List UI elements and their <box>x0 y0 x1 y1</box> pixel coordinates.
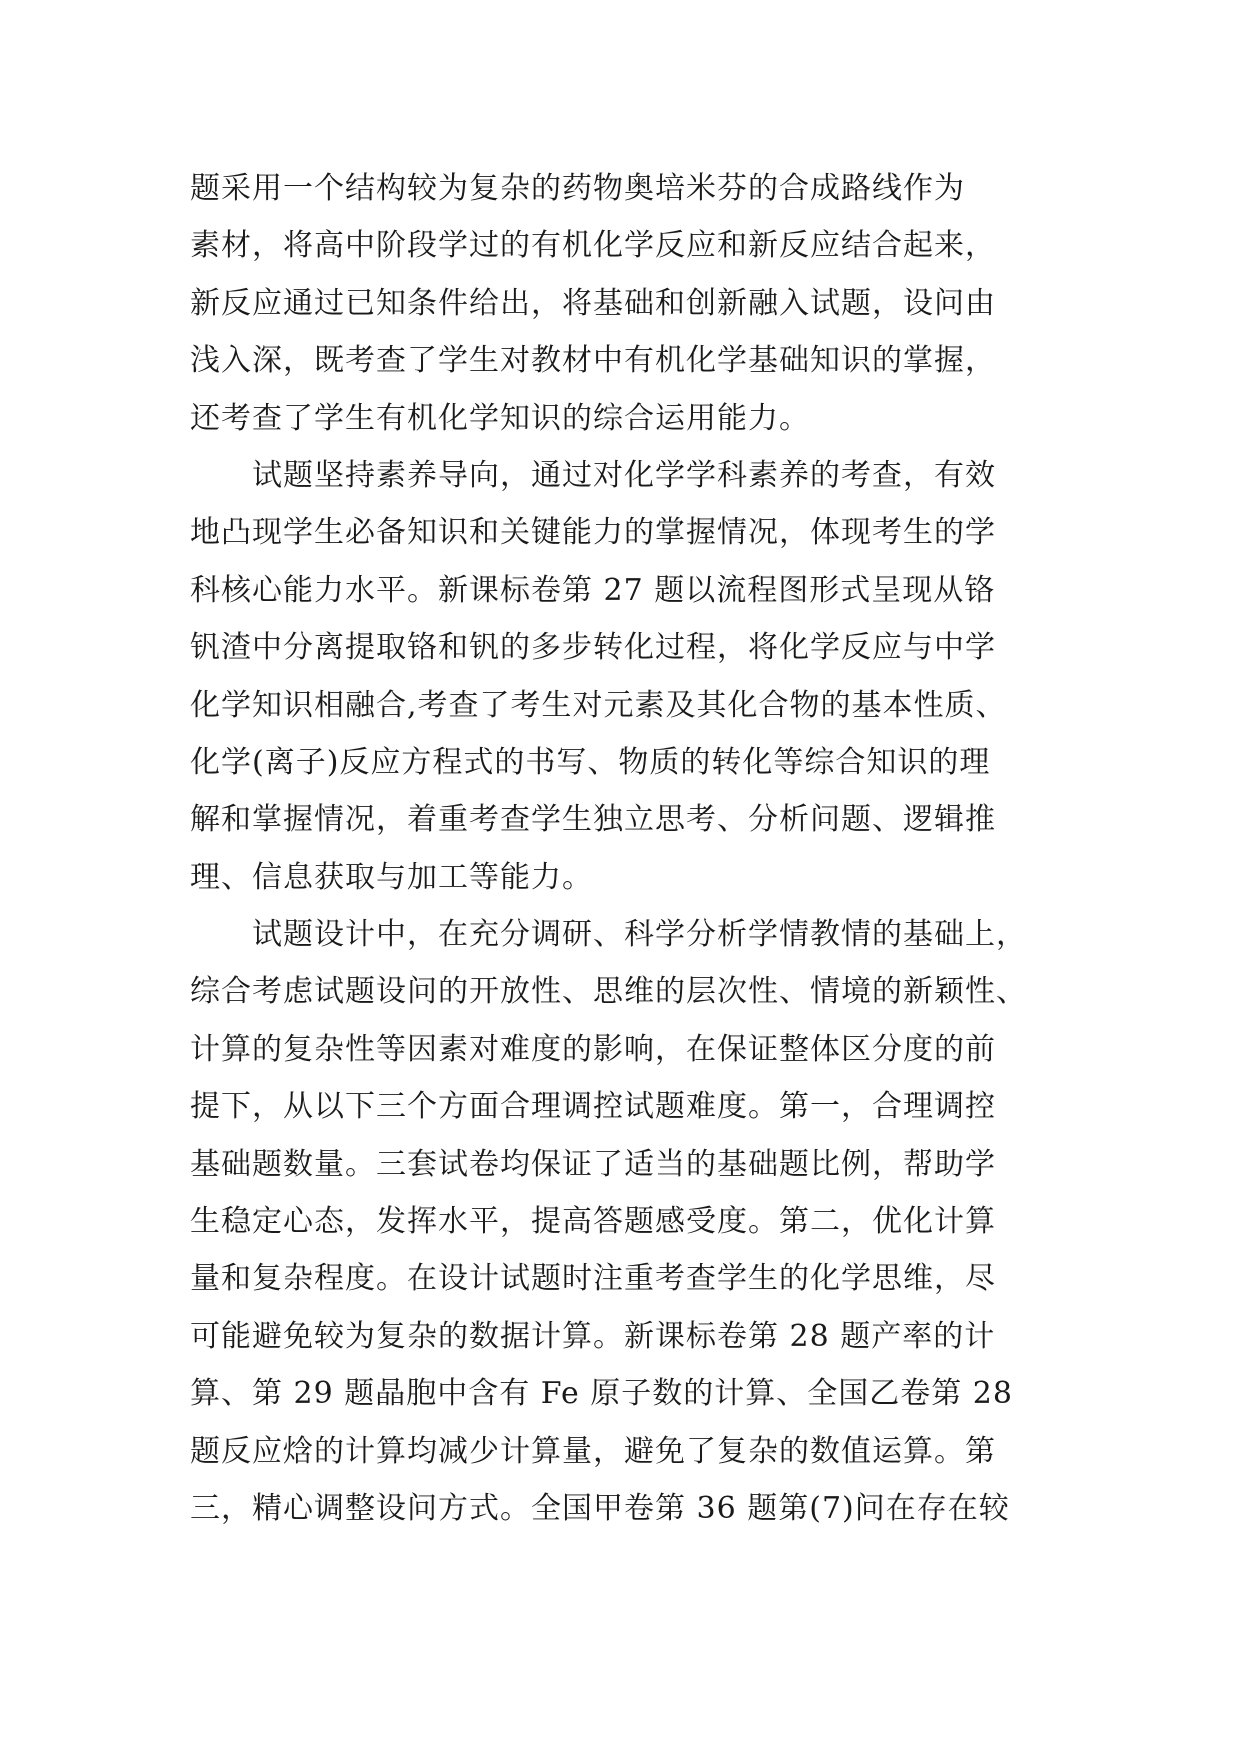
text-line: 基础题数量。三套试卷均保证了适当的基础题比例，帮助学 <box>190 1146 996 1182</box>
text-line: 提下，从以下三个方面合理调控试题难度。第一，合理调控 <box>190 1089 996 1125</box>
text-line: 综合考虑试题设问的开放性、思维的层次性、情境的新颖性、 <box>190 974 1027 1010</box>
text-line: 科核心能力水平。新课标卷第 27 题以流程图形式呈现从铬 <box>190 572 996 608</box>
text-line: 素材，将高中阶段学过的有机化学反应和新反应结合起来， <box>190 228 996 264</box>
text-line: 钒渣中分离提取铬和钒的多步转化过程，将化学反应与中学 <box>190 630 996 666</box>
text-line: 解和掌握情况，着重考查学生独立思考、分析问题、逻辑推 <box>190 802 996 838</box>
text-line: 试题坚持素养导向，通过对化学学科素养的考查，有效 <box>252 457 996 493</box>
text-line: 化学知识相融合,考查了考生对元素及其化合物的基本性质、 <box>190 687 1007 723</box>
text-line: 化学(离子)反应方程式的书写、物质的转化等综合知识的理 <box>190 744 991 780</box>
text-line: 新反应通过已知条件给出，将基础和创新融入试题，设问由 <box>190 285 996 321</box>
text-line: 浅入深，既考查了学生对教材中有机化学基础知识的掌握， <box>190 343 996 379</box>
text-line: 理、信息获取与加工等能力。 <box>190 859 593 895</box>
text-line: 计算的复杂性等因素对难度的影响，在保证整体区分度的前 <box>190 1031 996 1067</box>
text-line: 试题设计中，在充分调研、科学分析学情教情的基础上， <box>252 917 1027 953</box>
text-line: 三，精心调整设问方式。全国甲卷第 36 题第(7)问在存在较 <box>190 1490 1010 1526</box>
text-line: 算、第 29 题晶胞中含有 Fe 原子数的计算、全国乙卷第 28 <box>190 1376 1013 1412</box>
body-text <box>190 160 1050 1537</box>
text-line: 题反应焓的计算均减少计算量，避免了复杂的数值运算。第 <box>190 1433 996 1469</box>
text-line: 还考查了学生有机化学知识的综合运用能力。 <box>190 400 810 436</box>
text-line: 地凸现学生必备知识和关键能力的掌握情况，体现考生的学 <box>190 515 996 551</box>
text-line: 题采用一个结构较为复杂的药物奥培米芬的合成路线作为 <box>190 171 965 206</box>
text-line: 可能避免较为复杂的数据计算。新课标卷第 28 题产率的计 <box>190 1318 996 1354</box>
text-line: 生稳定心态，发挥水平，提高答题感受度。第二，优化计算 <box>190 1204 996 1240</box>
text-line: 量和复杂程度。在设计试题时注重考查学生的化学思维，尽 <box>190 1261 996 1297</box>
